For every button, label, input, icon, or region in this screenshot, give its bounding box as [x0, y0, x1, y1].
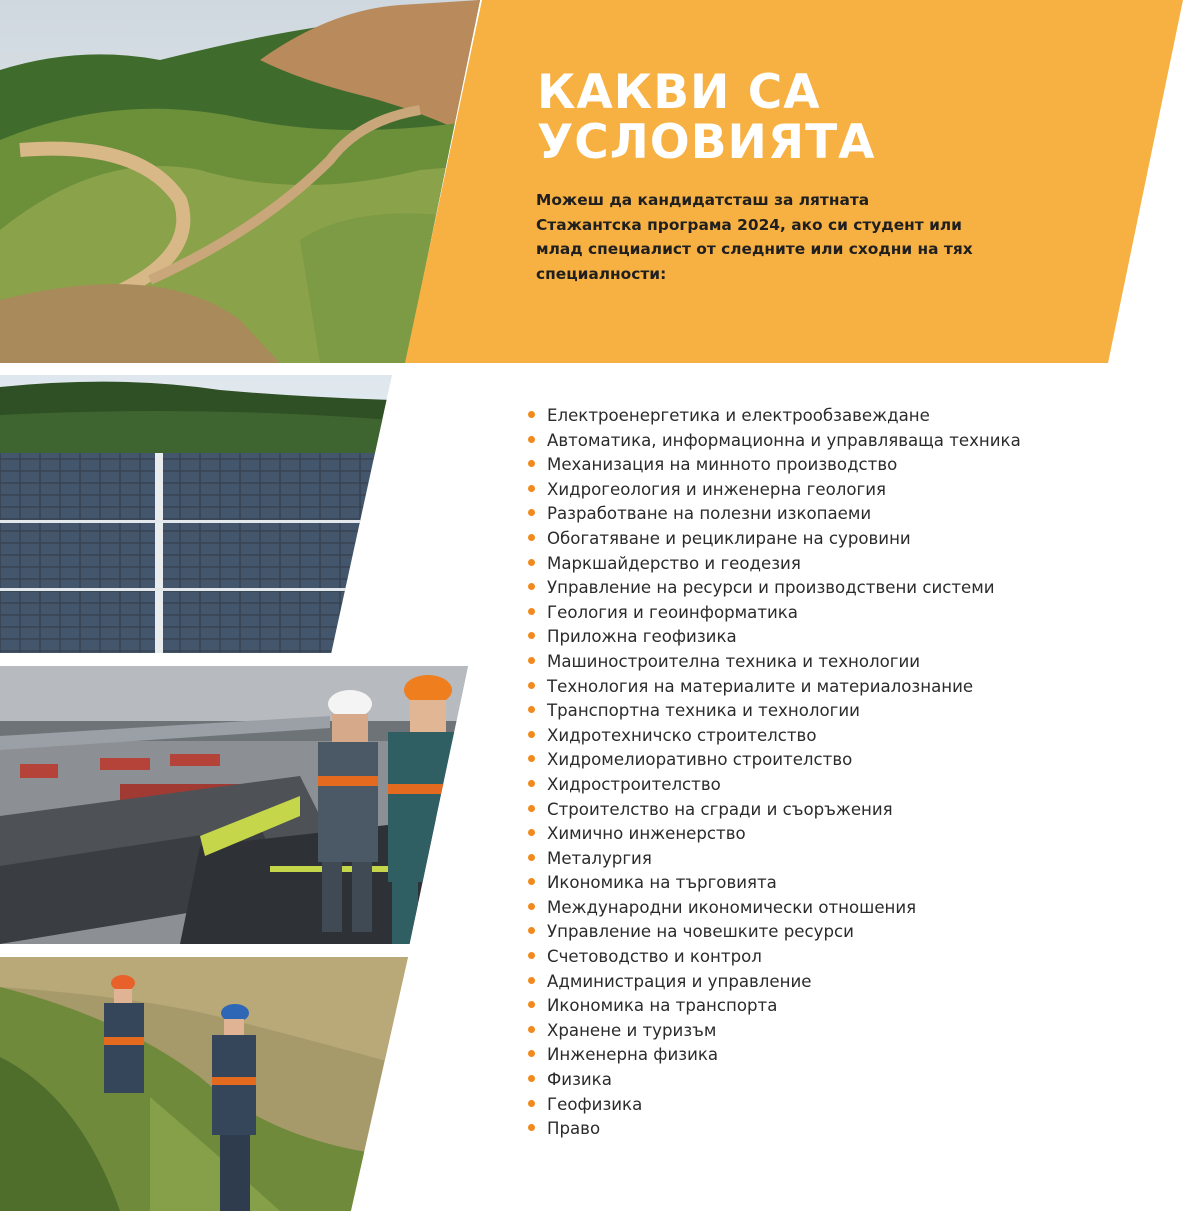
list-item-label: Разработване на полезни изкопаеми: [547, 504, 872, 524]
bullet-icon: [528, 805, 535, 812]
list-item: [528, 920, 1021, 945]
field-workers-photo: [0, 957, 408, 1211]
list-item: [528, 1068, 1021, 1093]
list-item: [528, 625, 1021, 650]
list-item-label: Машиностроителна техника и технологии: [547, 651, 921, 671]
list-item: [528, 724, 1021, 749]
list-item: [528, 601, 1021, 626]
list-item: [528, 453, 1021, 478]
bullet-icon: [528, 559, 535, 566]
list-item-label: Технология на материалите и материалознание: [547, 676, 974, 696]
list-item: [528, 994, 1021, 1019]
bullet-icon: [528, 485, 535, 492]
bullet-icon: [528, 829, 535, 836]
bullet-icon: [528, 1075, 535, 1082]
list-item: [528, 675, 1021, 700]
list-item-label: Право: [547, 1119, 601, 1139]
list-item-label: Маркшайдерство и геодезия: [547, 553, 801, 573]
list-item-label: Хидротехничско строителство: [547, 725, 817, 745]
bullet-icon: [528, 436, 535, 443]
list-item-label: Механизация на минното производство: [547, 455, 898, 475]
orange-header-panel: [405, 0, 1200, 363]
bullet-icon: [528, 854, 535, 861]
bullet-icon: [528, 632, 535, 639]
list-item-label: Геофизика: [547, 1094, 643, 1114]
title-line-2: УСЛОВИЯТА: [537, 115, 876, 170]
bullet-icon: [528, 903, 535, 910]
bullet-icon: [528, 731, 535, 738]
list-item-label: Администрация и управление: [547, 971, 812, 991]
list-item-label: Международни икономически отношения: [547, 897, 917, 917]
list-item: [528, 1019, 1021, 1044]
list-item-label: Обогатяване и рециклиране на суровини: [547, 528, 911, 548]
bullet-icon: [528, 1026, 535, 1033]
list-item: [528, 970, 1021, 995]
list-item-label: Счетоводство и контрол: [547, 947, 762, 967]
list-item: [528, 527, 1021, 552]
list-item-label: Физика: [547, 1070, 612, 1090]
list-item-label: Управление на ресурси и производствени системи: [547, 578, 995, 598]
list-item-label: Хидромелиоративно строителство: [547, 750, 853, 770]
bullet-icon: [528, 977, 535, 984]
list-item-label: Автоматика, информационна и управляваща техника: [547, 430, 1021, 450]
list-item-label: Химично инженерство: [547, 824, 746, 844]
intro-text: Можеш да кандидатсташ за лятната Стажантска програма 2024, ако си студент или млад специалист от следните или сходни на тях специалности:: [536, 191, 973, 283]
bullet-icon: [528, 780, 535, 787]
landscape-photo: [0, 0, 480, 363]
engineers-plant-photo: [0, 666, 468, 944]
bullet-icon: [528, 682, 535, 689]
list-item-label: Геология и геоинформатика: [547, 602, 798, 622]
list-item: [528, 552, 1021, 577]
bullet-icon: [528, 509, 535, 516]
list-item: [528, 650, 1021, 675]
solar-panels-photo: [0, 375, 392, 653]
list-item-label: Металургия: [547, 848, 652, 868]
list-item: [528, 773, 1021, 798]
list-item: [528, 822, 1021, 847]
list-item-label: Хидрогеология и инженерна геология: [547, 479, 886, 499]
list-item-label: Икономика на транспорта: [547, 996, 778, 1016]
bullet-icon: [528, 952, 535, 959]
bullet-icon: [528, 755, 535, 762]
list-item: [528, 699, 1021, 724]
page-title: [537, 65, 876, 170]
bullet-icon: [528, 1001, 535, 1008]
list-item: [528, 429, 1021, 454]
list-item: [528, 502, 1021, 527]
list-item-label: Управление на човешките ресурси: [547, 922, 854, 942]
list-item: [528, 576, 1021, 601]
list-item-label: Транспортна техника и технологии: [547, 701, 860, 721]
bullet-icon: [528, 608, 535, 615]
list-item: [528, 1117, 1021, 1142]
list-item-label: Електроенергетика и електрообзавеждане: [547, 406, 930, 425]
bullet-icon: [528, 706, 535, 713]
list-item: [528, 798, 1021, 823]
list-item: [528, 1043, 1021, 1068]
list-item: [528, 847, 1021, 872]
bullet-icon: [528, 1124, 535, 1131]
list-item: [528, 1093, 1021, 1118]
bullet-icon: [528, 927, 535, 934]
list-item: [528, 871, 1021, 896]
list-item: [528, 945, 1021, 970]
list-item-label: Икономика на търговията: [547, 873, 777, 893]
list-item: [528, 748, 1021, 773]
list-item-label: Инженерна физика: [547, 1045, 719, 1065]
list-item-label: Приложна геофизика: [547, 627, 737, 647]
title-line-1: КАКВИ СА: [537, 65, 821, 120]
specialties-list: [528, 404, 1021, 1142]
list-item: [528, 478, 1021, 503]
bullet-icon: [528, 657, 535, 664]
bullet-icon: [528, 411, 535, 418]
bullet-icon: [528, 534, 535, 541]
bullet-icon: [528, 460, 535, 467]
bullet-icon: [528, 1050, 535, 1057]
list-item: [528, 896, 1021, 921]
list-item-label: Строителство на сгради и съоръжения: [547, 799, 893, 819]
list-item-label: Хидростроителство: [547, 774, 721, 794]
bullet-icon: [528, 878, 535, 885]
list-item-label: Хранене и туризъм: [547, 1020, 717, 1040]
list-item: [528, 404, 1021, 429]
bullet-icon: [528, 583, 535, 590]
bullet-icon: [528, 1100, 535, 1107]
